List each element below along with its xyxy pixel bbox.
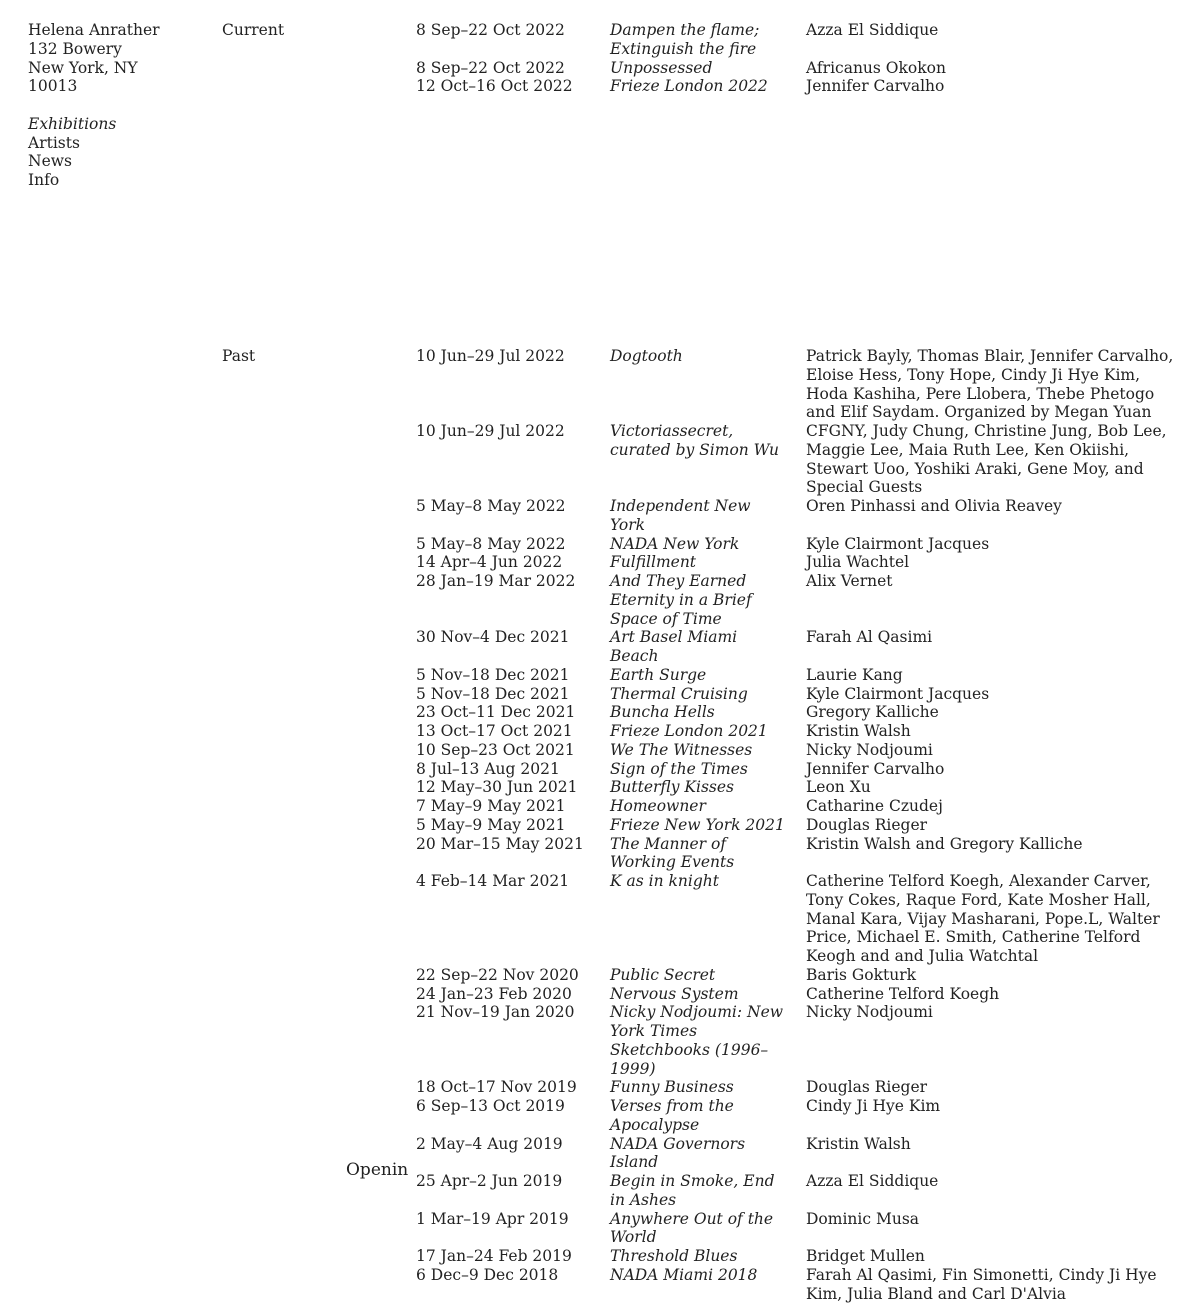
exhibition-row[interactable] bbox=[416, 760, 1176, 779]
exhibition-date: 10 Jun–29 Jul 2022 bbox=[416, 347, 565, 365]
exhibition-row[interactable] bbox=[416, 985, 1176, 1004]
exhibition-title: Buncha Hells bbox=[610, 703, 715, 722]
exhibition-date: 8 Sep–22 Oct 2022 bbox=[416, 58, 565, 77]
exhibition-date: 23 Oct–11 Dec 2021 bbox=[416, 703, 576, 722]
exhibition-artists: Nicky Nodjoumi bbox=[806, 740, 933, 759]
exhibition-row[interactable] bbox=[416, 21, 1176, 59]
exhibition-title: We The Witnesses bbox=[610, 740, 753, 759]
exhibition-row[interactable] bbox=[416, 666, 1176, 685]
exhibition-artists: Kristin Walsh bbox=[806, 722, 911, 740]
opening-label: Openin bbox=[346, 1160, 409, 1180]
exhibition-title: Earth Surge bbox=[610, 665, 707, 684]
exhibition-title: Victoriassecret, curated by Simon Wu bbox=[610, 422, 779, 459]
exhibition-row[interactable] bbox=[416, 1078, 1176, 1097]
exhibition-row[interactable] bbox=[416, 1266, 1176, 1303]
exhibition-title: Sign of the Times bbox=[610, 759, 748, 778]
exhibition-date: 5 May–9 May 2021 bbox=[416, 815, 566, 834]
exhibition-row[interactable] bbox=[416, 703, 1176, 722]
exhibition-artists: Catherine Telford Koegh, Alexander Carver, Tony Cokes, Raque Ford, Kate Mosher Hall, Manal Kara, Vijay Masharani, Pope.L, Walter Price, Michael E. Smith, Catherine Telford Keogh and and Julia Watchtal bbox=[806, 872, 1160, 965]
exhibition-artists: Douglas Rieger bbox=[806, 815, 928, 834]
exhibition-row[interactable] bbox=[416, 1135, 1176, 1173]
exhibition-date: 20 Mar–15 May 2021 bbox=[416, 834, 584, 853]
exhibition-title: Frieze London 2021 bbox=[610, 722, 768, 740]
exhibition-date: 5 Nov–18 Dec 2021 bbox=[416, 665, 570, 684]
exhibition-row[interactable] bbox=[416, 1003, 1176, 1078]
exhibition-artists: Alix Vernet bbox=[806, 572, 893, 590]
exhibition-date: 5 May–8 May 2022 bbox=[416, 497, 566, 515]
exhibition-artists: Kyle Clairmont Jacques bbox=[806, 684, 990, 703]
exhibition-date: 28 Jan–19 Mar 2022 bbox=[416, 572, 576, 590]
exhibition-row[interactable] bbox=[416, 77, 1176, 96]
exhibition-date: 5 Nov–18 Dec 2021 bbox=[416, 684, 570, 703]
exhibition-row[interactable] bbox=[416, 347, 1176, 422]
exhibition-title: Thermal Cruising bbox=[610, 684, 748, 703]
exhibition-artists: Bridget Mullen bbox=[806, 1247, 925, 1265]
exhibition-date: 6 Sep–13 Oct 2019 bbox=[416, 1097, 565, 1115]
exhibition-row[interactable] bbox=[416, 778, 1176, 797]
exhibition-row[interactable] bbox=[416, 741, 1176, 760]
exhibition-title: Funny Business bbox=[610, 1078, 734, 1097]
exhibition-title: Nervous System bbox=[610, 984, 739, 1003]
exhibition-artists: Oren Pinhassi and Olivia Reavey bbox=[806, 497, 1062, 515]
exhibition-title: Unpossessed bbox=[610, 58, 713, 77]
exhibition-artists: Gregory Kalliche bbox=[806, 703, 939, 722]
main-nav bbox=[28, 115, 208, 190]
exhibition-row[interactable] bbox=[416, 1097, 1176, 1135]
exhibition-row[interactable] bbox=[416, 59, 1176, 78]
exhibition-row[interactable] bbox=[416, 1172, 1176, 1210]
exhibition-title: Butterfly Kisses bbox=[610, 778, 735, 797]
exhibition-date: 6 Dec–9 Dec 2018 bbox=[416, 1265, 559, 1284]
exhibition-artists: Kyle Clairmont Jacques bbox=[806, 534, 990, 553]
exhibition-title: Public Secret bbox=[610, 965, 716, 984]
exhibition-title: NADA Governors Island bbox=[610, 1134, 746, 1172]
exhibition-row[interactable] bbox=[416, 535, 1176, 554]
gallery-street: 132 Bowery bbox=[28, 39, 122, 58]
exhibition-date: 10 Sep–23 Oct 2021 bbox=[416, 740, 575, 759]
exhibition-row[interactable] bbox=[416, 797, 1176, 816]
exhibition-title: Begin in Smoke, End in Ashes bbox=[610, 1172, 775, 1209]
exhibition-artists: Kristin Walsh bbox=[806, 1134, 911, 1153]
exhibition-row[interactable] bbox=[416, 816, 1176, 835]
exhibition-title: Verses from the Apocalypse bbox=[610, 1097, 734, 1134]
exhibition-artists: Catherine Telford Koegh bbox=[806, 984, 1000, 1003]
exhibition-date: 30 Nov–4 Dec 2021 bbox=[416, 628, 570, 647]
exhibition-row[interactable] bbox=[416, 422, 1176, 497]
exhibition-row[interactable] bbox=[416, 1210, 1176, 1248]
exhibition-title: Nicky Nodjoumi: New York Times Sketchbooks (1996–1999) bbox=[610, 1003, 784, 1078]
exhibition-artists: Kristin Walsh and Gregory Kalliche bbox=[806, 834, 1083, 853]
gallery-info bbox=[28, 21, 208, 190]
exhibition-row[interactable] bbox=[416, 966, 1176, 985]
nav-info[interactable]: Info bbox=[28, 171, 60, 189]
exhibition-artists: Baris Gokturk bbox=[806, 965, 916, 984]
exhibition-row[interactable] bbox=[416, 497, 1176, 535]
gallery-zip: 10013 bbox=[28, 77, 78, 96]
exhibition-date: 7 May–9 May 2021 bbox=[416, 797, 566, 815]
exhibition-artists: CFGNY, Judy Chung, Christine Jung, Bob Lee, Maggie Lee, Maia Ruth Lee, Ken Okiishi, Stewart Uoo, Yoshiki Araki, Gene Moy, and Special Guests bbox=[806, 422, 1167, 497]
exhibition-date: 12 Oct–16 Oct 2022 bbox=[416, 77, 573, 96]
exhibition-date: 18 Oct–17 Nov 2019 bbox=[416, 1078, 577, 1097]
exhibition-artists: Azza El Siddique bbox=[806, 21, 939, 39]
exhibition-row[interactable] bbox=[416, 722, 1176, 741]
exhibition-title: The Manner of Working Events bbox=[610, 834, 735, 872]
exhibition-title: Threshold Blues bbox=[610, 1247, 738, 1265]
exhibition-artists: Douglas Rieger bbox=[806, 1078, 928, 1097]
exhibition-date: 17 Jan–24 Feb 2019 bbox=[416, 1247, 572, 1265]
exhibition-date: 21 Nov–19 Jan 2020 bbox=[416, 1003, 575, 1022]
exhibition-date: 22 Sep–22 Nov 2020 bbox=[416, 965, 579, 984]
nav-news[interactable]: News bbox=[28, 152, 72, 171]
gallery-city: New York, NY bbox=[28, 58, 138, 77]
exhibition-row[interactable] bbox=[416, 553, 1176, 572]
exhibition-row[interactable] bbox=[416, 1247, 1176, 1266]
exhibition-title: Fulfillment bbox=[610, 553, 697, 572]
nav-artists[interactable]: Artists bbox=[28, 133, 80, 152]
exhibition-artists: Farah Al Qasimi bbox=[806, 628, 933, 647]
exhibition-row[interactable] bbox=[416, 835, 1176, 873]
exhibition-row[interactable] bbox=[416, 572, 1176, 628]
section-label-past: Past bbox=[222, 347, 256, 365]
gallery-name[interactable]: Helena Anrather bbox=[28, 21, 160, 39]
exhibition-title: Independent New York bbox=[610, 497, 751, 534]
exhibition-artists: Patrick Bayly, Thomas Blair, Jennifer Carvalho, Eloise Hess, Tony Hope, Cindy Ji Hye Kim, Hoda Kashiha, Pere Llobera, Thebe Phetogo and Elif Saydam. Organized by Megan Yuan bbox=[806, 347, 1174, 422]
exhibition-artists: Jennifer Carvalho bbox=[806, 77, 945, 96]
exhibition-title: Dogtooth bbox=[610, 347, 683, 365]
exhibition-date: 1 Mar–19 Apr 2019 bbox=[416, 1209, 569, 1228]
exhibition-artists: Dominic Musa bbox=[806, 1209, 920, 1228]
exhibition-artists: Catharine Czudej bbox=[806, 797, 943, 815]
exhibition-title: Frieze London 2022 bbox=[610, 77, 768, 96]
exhibition-title: Dampen the flame; Extinguish the fire bbox=[610, 21, 760, 58]
exhibition-row[interactable] bbox=[416, 685, 1176, 704]
exhibition-title: K as in knight bbox=[610, 872, 719, 890]
exhibition-date: 12 May–30 Jun 2021 bbox=[416, 778, 578, 797]
exhibition-artists: Julia Wachtel bbox=[806, 553, 910, 572]
exhibition-title: Art Basel Miami Beach bbox=[610, 628, 738, 665]
exhibition-title: Anywhere Out of the World bbox=[610, 1209, 774, 1247]
exhibition-date: 8 Jul–13 Aug 2021 bbox=[416, 759, 560, 778]
exhibition-date: 10 Jun–29 Jul 2022 bbox=[416, 422, 565, 440]
exhibition-date: 5 May–8 May 2022 bbox=[416, 534, 566, 553]
exhibition-date: 2 May–4 Aug 2019 bbox=[416, 1134, 563, 1153]
nav-exhibitions[interactable]: Exhibitions bbox=[28, 114, 117, 133]
exhibition-date: 4 Feb–14 Mar 2021 bbox=[416, 872, 570, 890]
exhibition-title: Frieze New York 2021 bbox=[610, 815, 785, 834]
exhibition-artists: Azza El Siddique bbox=[806, 1172, 939, 1190]
past-exhibitions-list bbox=[416, 347, 1176, 1303]
exhibition-date: 24 Jan–23 Feb 2020 bbox=[416, 984, 572, 1003]
exhibition-date: 25 Apr–2 Jun 2019 bbox=[416, 1172, 563, 1190]
exhibition-title: NADA Miami 2018 bbox=[610, 1265, 758, 1284]
current-exhibitions-list bbox=[416, 21, 1176, 96]
exhibition-title: NADA New York bbox=[610, 534, 740, 553]
exhibition-artists: Africanus Okokon bbox=[806, 58, 946, 77]
exhibition-date: 8 Sep–22 Oct 2022 bbox=[416, 21, 565, 39]
exhibition-row[interactable] bbox=[416, 872, 1176, 966]
exhibition-artists: Farah Al Qasimi, Fin Simonetti, Cindy Ji Hye Kim, Julia Bland and Carl D'Alvia bbox=[806, 1265, 1157, 1303]
exhibition-date: 13 Oct–17 Oct 2021 bbox=[416, 722, 573, 740]
section-label-current: Current bbox=[222, 21, 285, 39]
exhibition-title: Homeowner bbox=[610, 797, 706, 815]
exhibition-row[interactable] bbox=[416, 628, 1176, 666]
exhibition-artists: Leon Xu bbox=[806, 778, 871, 797]
exhibition-title: And They Earned Eternity in a Brief Space of Time bbox=[610, 572, 752, 628]
exhibition-artists: Jennifer Carvalho bbox=[806, 759, 945, 778]
exhibition-artists: Cindy Ji Hye Kim bbox=[806, 1097, 941, 1115]
exhibition-artists: Nicky Nodjoumi bbox=[806, 1003, 933, 1022]
exhibition-date: 14 Apr–4 Jun 2022 bbox=[416, 553, 563, 572]
exhibition-artists: Laurie Kang bbox=[806, 665, 903, 684]
